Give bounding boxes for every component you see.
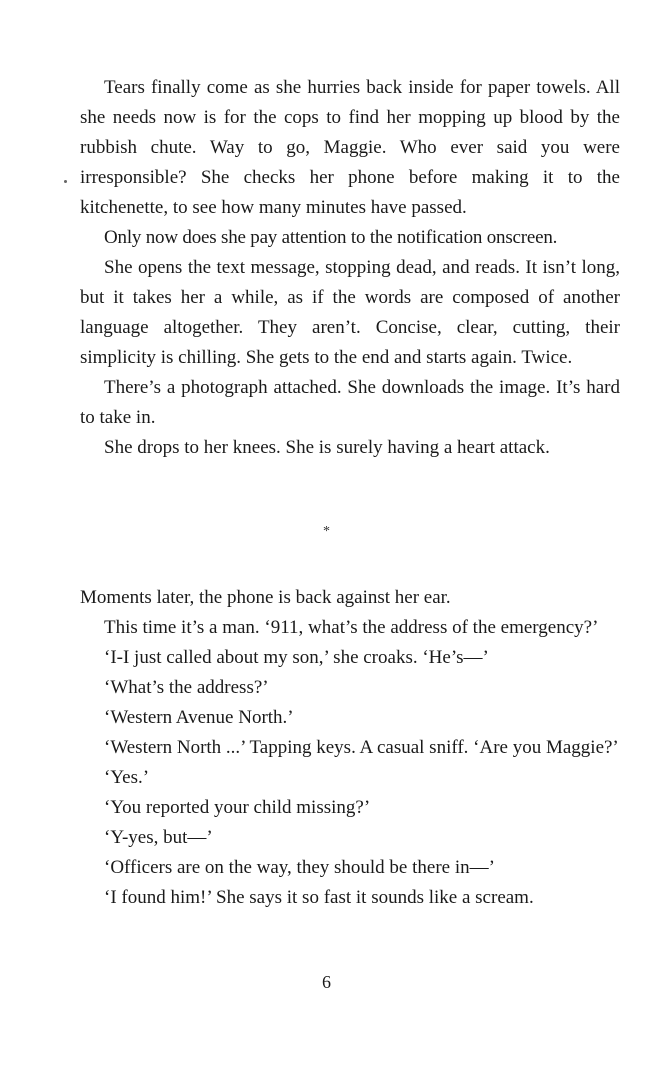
print-speck: [64, 180, 67, 183]
dialogue-line: ‘I found him!’ She says it so fast it sounds like a scream.: [104, 887, 534, 908]
dialogue-line: ‘You reported your child missing?’: [104, 797, 371, 818]
paragraph-drops-to-knees: She drops to her knees. She is surely having a heart attack.: [104, 437, 550, 458]
dialogue-line: ‘I-I just called about my son,’ she croaks. ‘He’s—’: [104, 647, 489, 668]
paragraph-paper-towels: Tears finally come as she hurries back inside for paper towels. All she needs now is for the cops to find her mopping up blood by the rubbish chute. Way to go, Maggie. Who ever said you were irresponsible? She checks her phone before making it to the kitchenette, to see how many minutes have passed.: [80, 77, 620, 218]
dialogue-line: ‘Western North ...’ Tapping keys. A casual sniff. ‘Are you Maggie?’: [104, 737, 619, 758]
page-number: 6: [322, 972, 331, 992]
paragraph-911-call: This time it’s a man. ‘911, what’s the address of the emergency?’: [104, 617, 599, 638]
dialogue-line: ‘Yes.’: [104, 767, 150, 788]
dialogue-line: ‘What’s the address?’: [104, 677, 269, 698]
dialogue-line: ‘Western Avenue North.’: [104, 707, 294, 728]
dialogue-line: ‘Officers are on the way, they should be there in—’: [104, 857, 495, 878]
paragraph-photograph: There’s a photograph attached. She downloads the image. It’s hard to take in.: [80, 377, 620, 428]
dialogue-line: ‘Y-yes, but—’: [104, 827, 213, 848]
paragraph-notification: Only now does she pay attention to the notification onscreen.: [104, 227, 558, 248]
paragraph-moments-later: Moments later, the phone is back against her ear.: [80, 587, 451, 608]
paragraph-text-message: She opens the text message, stopping dead, and reads. It isn’t long, but it takes her a while, as if the words are composed of another language altogether. They aren’t. Concise, clear, cutting, their simplicity is chilling. She gets to the end and starts again. Twice.: [80, 257, 620, 368]
scene-break: *: [323, 524, 330, 539]
text-block-before-break: [80, 73, 620, 463]
text-block-after-break: [80, 583, 620, 913]
